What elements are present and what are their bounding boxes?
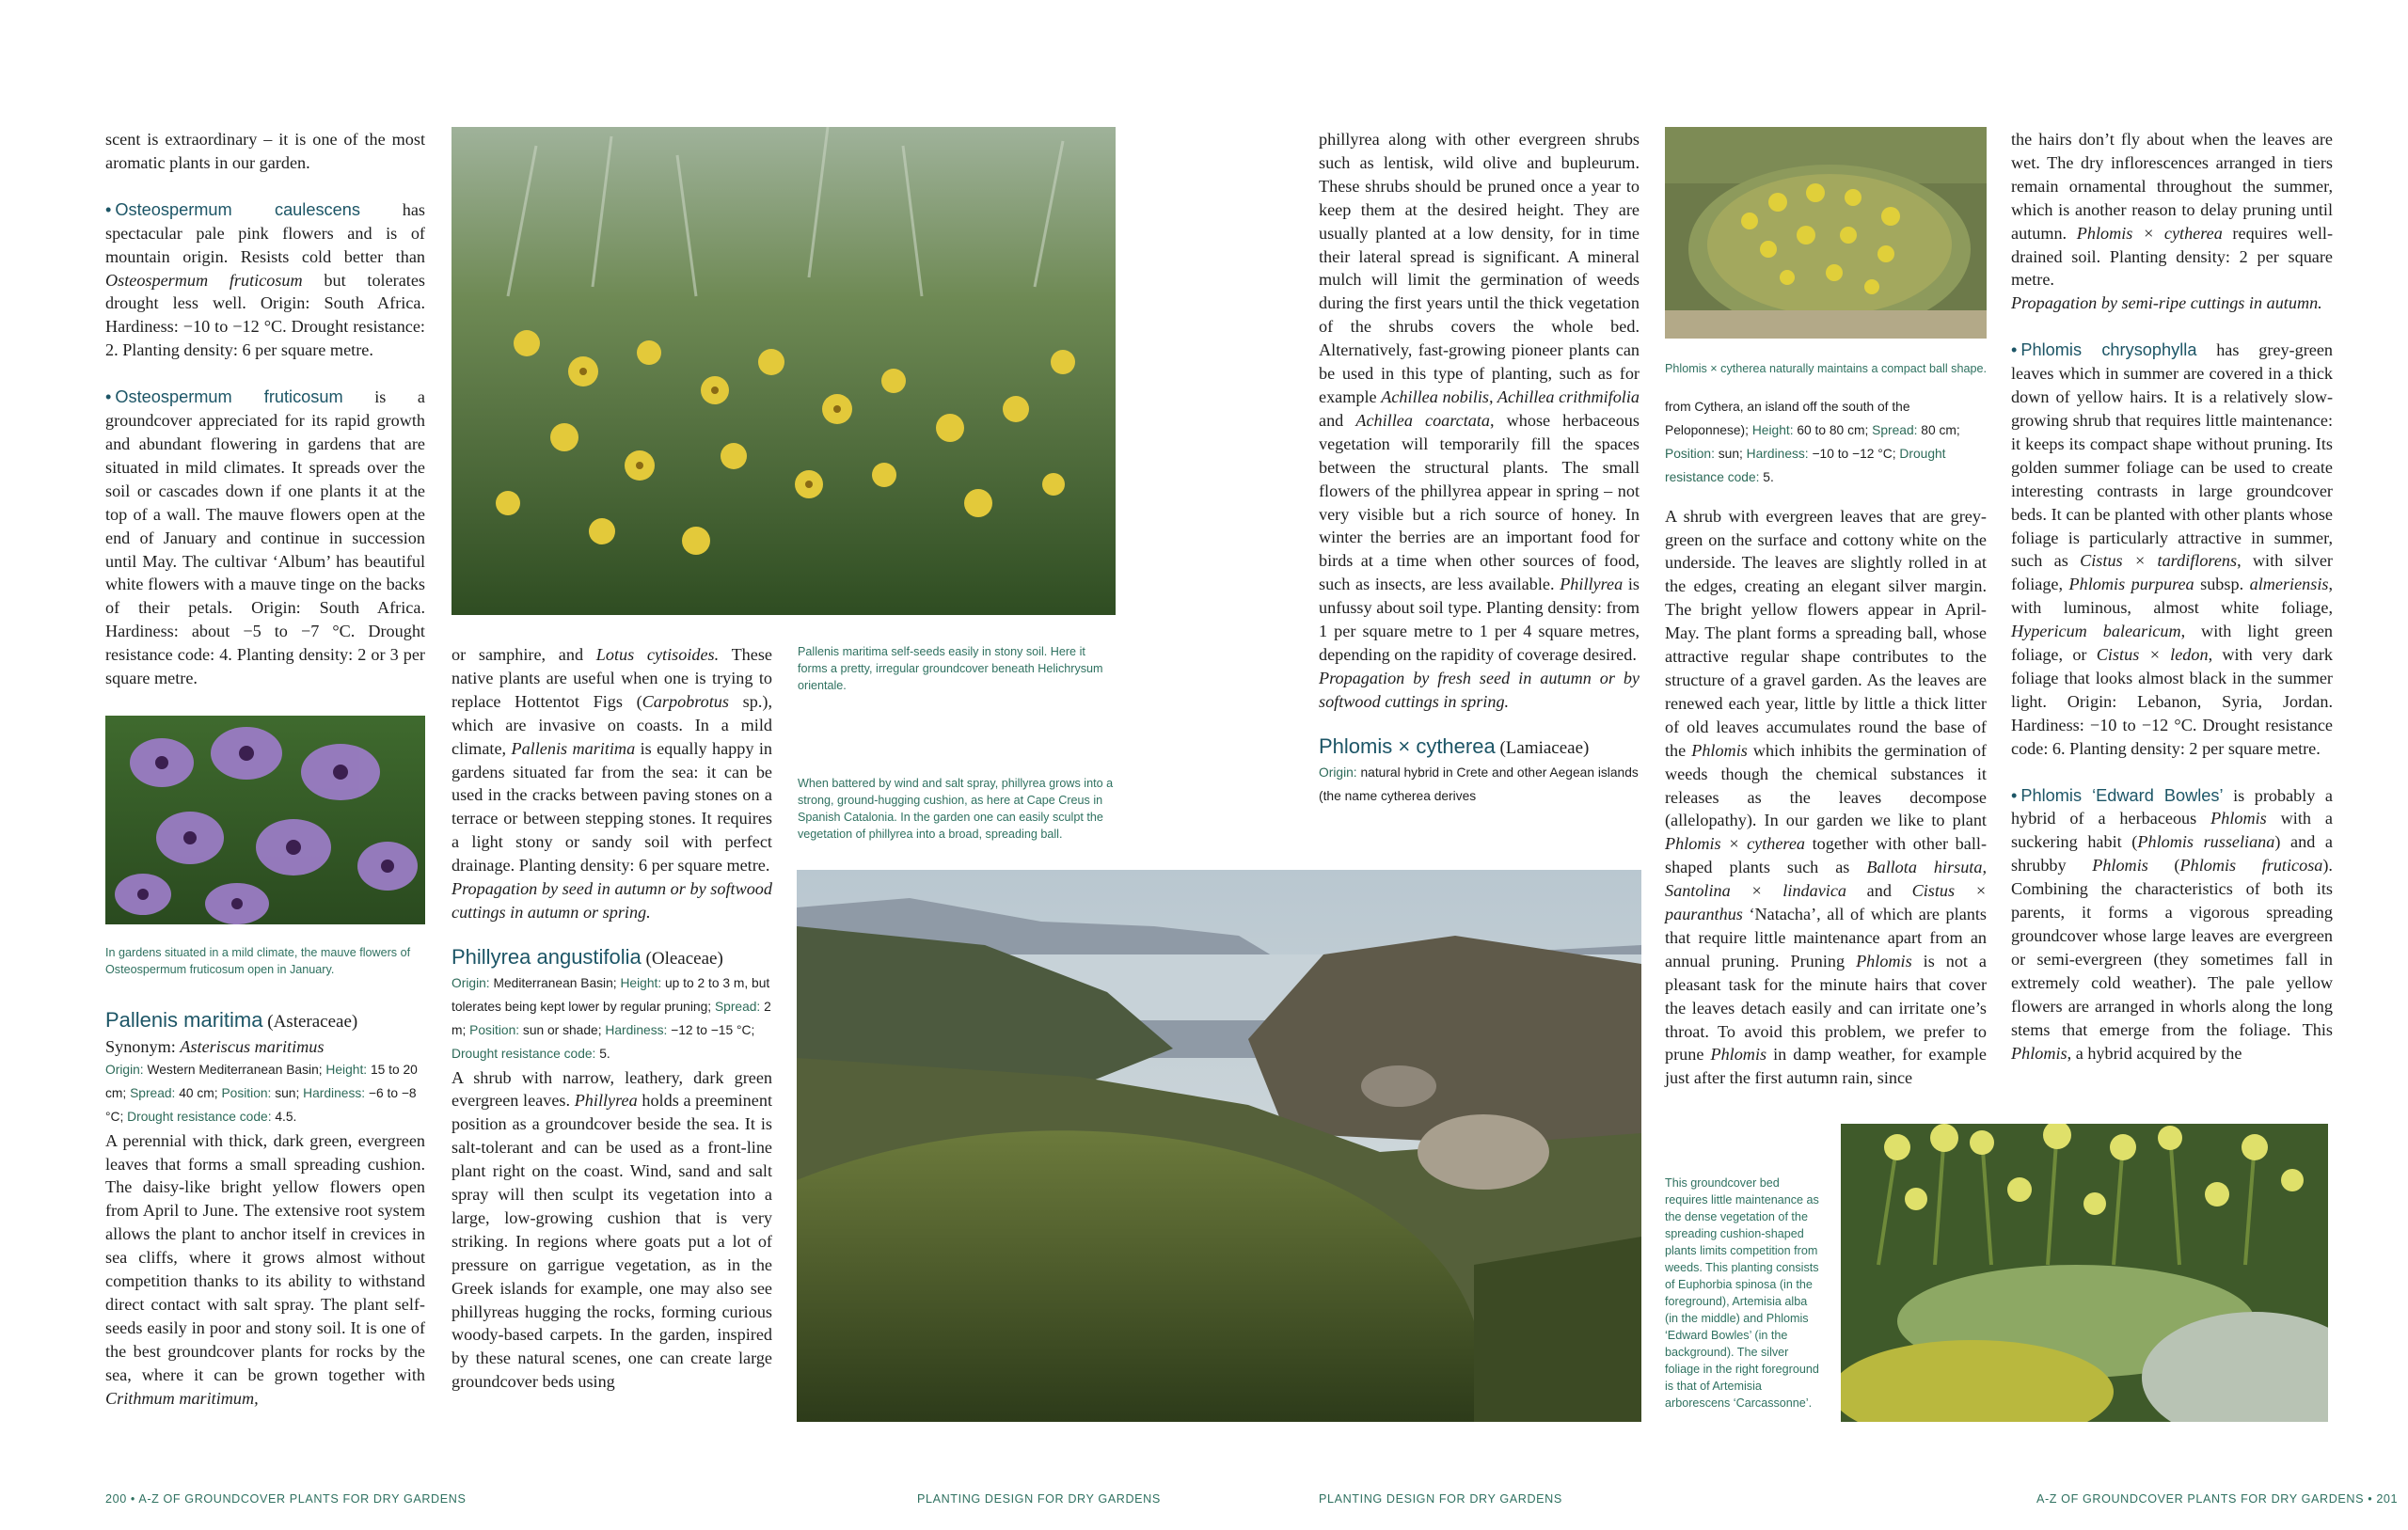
- plant-name: Osteospermum fruticosum: [115, 387, 343, 407]
- italic-name: Phlomis × cytherea: [2076, 223, 2223, 243]
- text: ‘Natacha’, all of which are plants that require little maintenance apart from an annual pruning. Pruning: [1665, 905, 1987, 970]
- paragraph: [105, 1129, 425, 1411]
- value: sun;: [271, 1085, 304, 1100]
- text: A shrub with narrow, leathery, dark green evergreen leaves.: [452, 1067, 772, 1111]
- italic-name: Phlomis: [2210, 809, 2267, 828]
- family-name: (Lamiaceae): [1495, 737, 1590, 758]
- italic-name: Pallenis maritima: [511, 738, 636, 758]
- italic-name: Phlomis: [1856, 951, 1912, 970]
- bullet: •: [105, 387, 112, 407]
- key: Spread:: [714, 999, 761, 1014]
- value: natural hybrid in Crete and other Aegean islands (the name cytherea derives: [1319, 765, 1639, 803]
- text: subsp.: [2194, 575, 2250, 594]
- italic-name: Phlomis: [1710, 1045, 1767, 1065]
- key: Height:: [620, 975, 662, 990]
- text: in damp weather, for example just after the first autumn rain, since: [1665, 1045, 1987, 1088]
- value: Western Mediterranean Basin;: [143, 1062, 326, 1077]
- key: Hardiness:: [1746, 446, 1809, 461]
- value: 4.5.: [271, 1109, 297, 1124]
- text: and: [1846, 881, 1912, 901]
- column-2: [452, 643, 772, 1394]
- text: ) and a shrubby: [2011, 832, 2333, 875]
- italic-name: Phlomis: [2092, 856, 2148, 875]
- italic-name: Phlomis: [2011, 1043, 2067, 1063]
- value: −12 to −15 °C;: [667, 1022, 755, 1037]
- heading-name: Phillyrea angustifolia: [452, 944, 642, 969]
- value: 5.: [1759, 469, 1774, 484]
- text: , with light green foliage, or: [2011, 622, 2333, 665]
- value: 15 to 20 cm;: [105, 1062, 418, 1100]
- key: Drought resistance code:: [127, 1109, 272, 1124]
- italic-name: Phlomis: [1691, 740, 1748, 760]
- key: Position:: [469, 1022, 520, 1037]
- key: Drought resistance code:: [1665, 446, 1946, 484]
- plant-heading: [105, 1007, 425, 1035]
- synonym-value: Asteriscus maritimus: [180, 1037, 325, 1056]
- text: but tolerates drought less well. Origin: South Africa. Hardiness: −10 to −12 °C. Drought resistance: 2. Planting density: 6 per square metre.: [105, 270, 425, 360]
- value: 60 to 80 cm;: [1793, 422, 1873, 437]
- propagation-text: Propagation by semi-ripe cuttings in autumn.: [2011, 293, 2322, 313]
- propagation-text: Propagation by seed in autumn or by softwood cuttings in autumn or spring.: [452, 879, 772, 922]
- key: Origin:: [452, 975, 490, 990]
- italic-name: Phillyrea: [1560, 575, 1624, 594]
- italic-name: Cistus × pauranthus: [1665, 881, 1987, 924]
- bullet: •: [105, 199, 112, 219]
- value: sun or shade;: [519, 1022, 606, 1037]
- key: Hardiness:: [303, 1085, 366, 1100]
- value: 80 cm;: [1917, 422, 1960, 437]
- text: requires well-drained soil. Planting density: 2 per square metre.: [2011, 223, 2334, 290]
- italic-name: almeriensis: [2249, 575, 2329, 594]
- text: , with very dark foliage that looks almost black in the summer light. Origin: Lebanon, Syria, Jordan. Hardiness: −10 to −12 °C. Drought resistance code: 6. Planting density: 2 per square metre.: [2011, 645, 2333, 758]
- footer-left: 200 • A-Z OF GROUNDCOVER PLANTS FOR DRY GARDENS: [105, 1492, 467, 1506]
- value: 40 cm;: [175, 1085, 222, 1100]
- text: together with other ball-shaped plants such as: [1665, 834, 1988, 877]
- italic-name: Ballota hirsuta, Santolina × lindavica: [1665, 858, 1987, 901]
- text: or samphire, and: [452, 645, 596, 664]
- bullet: •: [2011, 785, 2018, 805]
- groundcover-bed-photo: [1841, 1124, 2328, 1422]
- text: , with silver foliage,: [2011, 551, 2333, 594]
- italic-name: Phillyrea: [574, 1091, 638, 1111]
- text: ). Combining the characteristics of both its parents, it forms a vigorous spreading groundcover whose large leaves are evergreen or semi-evergreen (they sometimes fall in extremely cold weather). The pale yellow flowers are arranged in whorls along the long stems that emerge from the foliage. This: [2011, 856, 2333, 1039]
- value: 2 m;: [452, 999, 771, 1037]
- text: has grey-green leaves which in summer are covered in a thick down of yellow hairs. It is a relatively slow-growing shrub that requires little maintenance: it keeps its compact shape without pruning. Its golden summer foliage can be used to create interesting contrasts in large groundcover beds. It can be planted with other plants whose foliage is particularly attractive in summer, such as: [2011, 340, 2333, 571]
- column-5: [2011, 128, 2333, 1065]
- osteospermum-caption: In gardens situated in a mild climate, the mauve flowers of Osteospermum fruticosum open in January.: [105, 946, 411, 976]
- italic-name: Phlomis fruticosa: [2179, 856, 2323, 875]
- text: is not a pleasant task for the minute hairs that cover the leaves detach easily and can irritate one’s throat. To avoid this problem, we prefer to prune: [1665, 951, 1987, 1065]
- key: Position:: [1665, 446, 1715, 461]
- footer-center-left: PLANTING DESIGN FOR DRY GARDENS: [917, 1492, 1161, 1506]
- key: Origin:: [1319, 765, 1357, 780]
- text: the hairs don’t fly about when the leaves are wet. The dry inflorescences arranged in tiers remain ornamental throughout the summer, which is another reason to delay pruning until autumn.: [2011, 130, 2333, 243]
- key: Origin:: [105, 1062, 144, 1077]
- key: Hardiness:: [605, 1022, 668, 1037]
- propagation: [2011, 292, 2333, 315]
- phillyrea-caption: When battered by wind and salt spray, phillyrea grows into a strong, ground-hugging cushion, as here at Cape Creus in Spanish Catalonia. In the garden one can easily sculpt the vegetation of phillyrea into a broad, spreading ball.: [798, 777, 1114, 841]
- propagation-text: Propagation by fresh seed in autumn or by softwood cuttings in spring.: [1319, 668, 1640, 711]
- plant-heading: [1319, 733, 1640, 762]
- key: Spread:: [130, 1085, 176, 1100]
- osteospermum-fruticosum-entry: [105, 386, 425, 690]
- plant-data: [452, 972, 772, 1066]
- italic-name: Cistus × ledon: [2096, 645, 2209, 665]
- synonym: [105, 1035, 425, 1059]
- key: Height:: [1751, 422, 1794, 437]
- key: Spread:: [1872, 422, 1918, 437]
- plant-heading: [452, 944, 772, 972]
- value: Mediterranean Basin;: [489, 975, 621, 990]
- value: from Cythera, an island off the south of the Peloponnese);: [1665, 400, 1910, 437]
- phlomis-chrysophylla-entry: [2011, 339, 2333, 760]
- pallenis-entry: [105, 1007, 425, 1411]
- propagation: [1319, 667, 1640, 714]
- italic-name: Hypericum balearicum: [2011, 622, 2181, 641]
- plant-name: Osteospermum caulescens: [115, 199, 360, 219]
- plant-data: [1319, 762, 1640, 809]
- italic-name: Crithmum maritimum,: [105, 1388, 259, 1408]
- groundcover-bed-caption: This groundcover bed requires little maintenance as the dense vegetation of the spreading cushion-shaped plants limits competition from weeds. This planting consists of Euphorbia spinosa (in the foreground), Artemisia alba (in the middle) and Phlomis ‘Edward Bowles’ (in the background). The silver foliage in the right foreground is that of Artemisia arborescens ‘Carcassonne’.: [1665, 1176, 1819, 1410]
- bullet: •: [2011, 340, 2018, 360]
- italic-name: Achillea nobilis, Achillea crithmifolia: [1381, 386, 1640, 406]
- pallenis-photo: [452, 127, 1116, 615]
- heading-name: Phlomis × cytherea: [1319, 733, 1496, 758]
- text: (: [2147, 856, 2180, 875]
- value: 5.: [595, 1046, 610, 1061]
- plant-data: [1665, 396, 1987, 490]
- key: Position:: [221, 1085, 272, 1100]
- synonym-label: Synonym:: [105, 1037, 181, 1056]
- family-name: (Asteraceae): [262, 1012, 358, 1032]
- italic-name: Achillea coarctata: [1355, 410, 1491, 430]
- italic-name: Phlomis purpurea: [2068, 575, 2194, 594]
- key: Height:: [325, 1062, 368, 1077]
- paragraph: scent is extraordinary – it is one of the most aromatic plants in our garden.: [105, 130, 425, 172]
- text: has spectacular pale pink flowers and is of mountain origin. Resists cold better than: [105, 199, 425, 266]
- text: holds a preeminent position as a groundcover beside the sea. It is salt-tolerant and can be used as a front-line plant right on the coast. Wind, sand and salt spray will then sculpt its vegetation into a large, low-growing cushion that is very striking. In regions where goats put a lot of pressure on garrigue vegetation, as in the Greek islands for example, one may also see phillyreas hugging the rocks, forming curious woody-based carpets. In the garden, inspired by these natural scenes, one can create large groundcover beds using: [452, 1091, 772, 1392]
- heading-name: Pallenis maritima: [105, 1008, 263, 1032]
- italic-name: Phlomis × cytherea: [1665, 834, 1806, 854]
- text: A perennial with thick, dark green, evergreen leaves that forms a small spreading cushion. The daisy-like bright yellow flowers open from April to June. The extensive root system allows the plant to anchor itself in crevices in sea cliffs, where it grows almost without competition thanks to its ability to withstand direct contact with salt spray. The plant self-seeds easily in poor and stony soil. It is one of the best groundcover plants for rocks by the sea, where it can be grown together with: [105, 1130, 425, 1384]
- value: −10 to −12 °C;: [1808, 446, 1900, 461]
- key: Drought resistance code:: [452, 1046, 596, 1061]
- text: and: [1319, 410, 1356, 430]
- footer-center-right: PLANTING DESIGN FOR DRY GARDENS: [1319, 1492, 1562, 1506]
- plant-data: [105, 1059, 425, 1129]
- italic-name: Osteospermum fruticosum: [105, 270, 303, 290]
- value: up to 2 to 3 m, but tolerates being kept lower by regular pruning;: [452, 975, 770, 1014]
- paragraph: [2011, 128, 2333, 292]
- text: A shrub with evergreen leaves that are grey-green on the surface and cottony white on the underside. The leaves are slightly rolled in at the edges, creating an elegant silver margin. The bright yellow flowers appear in April-May. The plant forms a spreading ball, whose attractive regular shape contributes to the structure of a gravel garden. As the leaves are renewed each year, little by little a thick litter of old leaves accumulates round the base of the: [1665, 506, 1987, 760]
- text: sp.), which are invasive on coasts. In a mild climate,: [452, 691, 772, 758]
- paragraph: [452, 1066, 772, 1395]
- text: is unfussy about soil type. Planting density: from 1 per square metre to 1 per 4 square metres, depending on the rapidity of coverage desired.: [1319, 575, 1640, 664]
- paragraph: [1665, 505, 1987, 1091]
- plant-name: Phlomis ‘Edward Bowles’: [2020, 785, 2224, 805]
- text: with a suckering habit (: [2011, 809, 2333, 852]
- text: phillyrea along with other evergreen shrubs such as lentisk, wild olive and bupleurum. These shrubs should be pruned once a year to keep them at the desired height. They are usually planted at a low density, for in time their lateral spread is significant. A mineral mulch will limit the germination of weeds during the first years until the thick vegetation of the shrubs covers the whole bed. Alternatively, fast-growing pioneer plants can be used in this type of planting, such as for example: [1319, 130, 1640, 406]
- paragraph: [452, 643, 772, 877]
- plant-name: Phlomis chrysophylla: [2020, 340, 2197, 360]
- text: which inhibits the germination of weeds though the chemical substances it releases as the leaves decompose (allelopathy). In our garden we like to plant: [1665, 740, 1987, 830]
- column-4: [1665, 396, 1987, 1090]
- cytherea-caption: Phlomis × cytherea naturally maintains a compact ball shape.: [1665, 362, 1987, 375]
- italic-name: Carpobrotus: [642, 691, 729, 711]
- pallenis-caption: Pallenis maritima self-seeds easily in stony soil. Here it forms a pretty, irregular groundcover beneath Helichrysum orientale.: [798, 645, 1103, 692]
- propagation: [452, 877, 772, 924]
- text: is equally happy in gardens situated far from the sea: it can be used in the cracks between paving stones on a terrace or between stepping stones. It requires a light stony or sandy soil with perfect drainage. Planting density: 6 per square metre.: [452, 738, 772, 875]
- paragraph: [1319, 128, 1640, 667]
- footer-right: A-Z OF GROUNDCOVER PLANTS FOR DRY GARDENS • 201: [2036, 1492, 2399, 1506]
- osteospermum-caulescens-entry: [105, 198, 425, 362]
- cape-creus-photo: [797, 870, 1641, 1422]
- osteospermum-photo: [105, 716, 425, 924]
- text: , a hybrid acquired by the: [2067, 1043, 2242, 1063]
- italic-name: Lotus cytisoides.: [595, 645, 720, 664]
- column-1: [105, 128, 425, 690]
- phlomis-cytherea-photo: [1665, 127, 1987, 339]
- family-name: (Oleaceae): [641, 948, 723, 969]
- italic-name: Phlomis russeliana: [2137, 832, 2275, 852]
- text: , whose herbaceous vegetation will temporarily fill the spaces between the structural plants. The small flowers of the phillyrea appear in spring – not very visible but a rich source of honey. In winter the berries are an important food for birds at a time when other sources of food, such as insects, are less available.: [1319, 410, 1640, 594]
- value: sun;: [1714, 446, 1747, 461]
- text: is probably a hybrid of a herbaceous: [2011, 785, 2333, 828]
- text: is a groundcover appreciated for its rapid growth and abundant flowering in gardens that are situated in mild climates. It spreads over the soil or cascades down if one plants it at the top of a wall. The mauve flowers open at the end of January and continue in succession until May. The cultivar ‘Album’ has beautiful white flowers with a mauve tinge on the backs of their petals. Origin: South Africa. Hardiness: about −5 to −7 °C. Drought resistance code: 4. Planting density: 2 or 3 per square metre.: [105, 387, 425, 688]
- value: −6 to −8 °C;: [105, 1085, 417, 1124]
- italic-name: Cistus × tardiflorens: [2080, 551, 2238, 571]
- phlomis-edward-bowles-entry: [2011, 784, 2333, 1065]
- text: These native plants are useful when one is trying to replace Hottentot Figs (: [452, 645, 772, 711]
- column-3: [1319, 128, 1640, 808]
- text: , with luminous, almost white foliage,: [2011, 575, 2334, 618]
